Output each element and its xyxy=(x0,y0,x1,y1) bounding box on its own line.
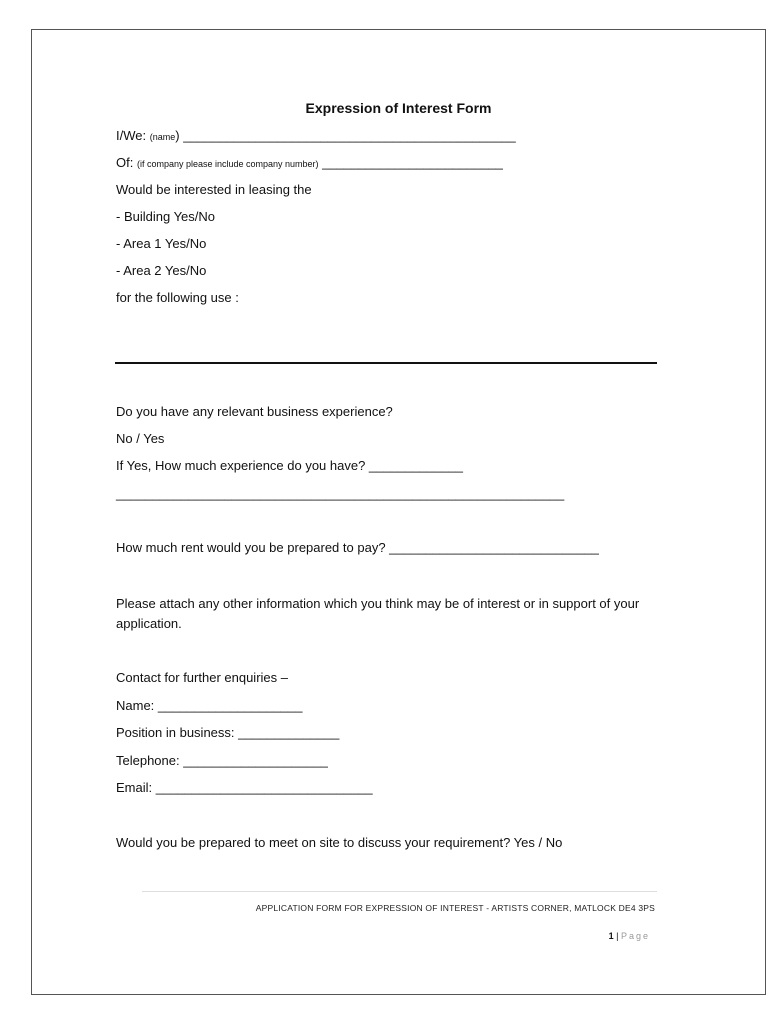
of-hint: (if company please include company number) xyxy=(136,159,319,169)
use-text: for the following use : xyxy=(116,290,239,305)
telephone-field[interactable]: Telephone: ____________________ xyxy=(116,753,328,768)
page-number-value: 1 xyxy=(608,931,614,941)
of-blank[interactable]: _________________________ xyxy=(318,155,503,170)
meet-question: Would you be prepared to meet on site to discuss your requirement? Yes / No xyxy=(116,835,563,850)
option-area-2: - Area 2 Yes/No xyxy=(116,263,207,278)
page-word: Page xyxy=(620,931,650,941)
position-field[interactable]: Position in business: ______________ xyxy=(116,725,340,740)
form-title: Expression of Interest Form xyxy=(305,100,492,116)
footer-text: APPLICATION FORM FOR EXPRESSION OF INTEREST - ARTISTS CORNER, MATLOCK DE4 3PS xyxy=(255,903,655,913)
attach-text: Please attach any other information which you think may be of interest or in support of your application. xyxy=(116,596,640,631)
use-answer-rule[interactable] xyxy=(115,362,657,364)
experience-options: No / Yes xyxy=(116,431,165,446)
iwe-close: ) xyxy=(175,128,180,143)
footer-divider xyxy=(142,891,657,892)
email-field[interactable]: Email: ______________________________ xyxy=(116,780,373,795)
experience-blank[interactable]: ______________________________________________________________ xyxy=(116,486,565,501)
page-number xyxy=(609,931,650,941)
page-separator: | xyxy=(613,931,621,941)
iwe-line xyxy=(116,128,516,145)
iwe-hint: (name xyxy=(149,132,176,142)
experience-amount[interactable]: If Yes, How much experience do you have? _____________ xyxy=(116,458,463,473)
of-line xyxy=(116,155,503,172)
of-label: Of: xyxy=(116,155,137,170)
name-field[interactable]: Name: ____________________ xyxy=(116,698,303,713)
interest-text: Would be interested in leasing the xyxy=(116,182,312,197)
document-page xyxy=(31,29,766,995)
iwe-label: I/We: xyxy=(116,128,150,143)
rent-question[interactable]: How much rent would you be prepared to pay? _____________________________ xyxy=(116,540,599,555)
option-building: - Building Yes/No xyxy=(116,209,216,224)
experience-question: Do you have any relevant business experience? xyxy=(116,404,393,419)
iwe-blank[interactable]: ______________________________________________ xyxy=(179,128,516,143)
option-area-1: - Area 1 Yes/No xyxy=(116,236,207,251)
contact-heading: Contact for further enquiries – xyxy=(116,670,288,685)
